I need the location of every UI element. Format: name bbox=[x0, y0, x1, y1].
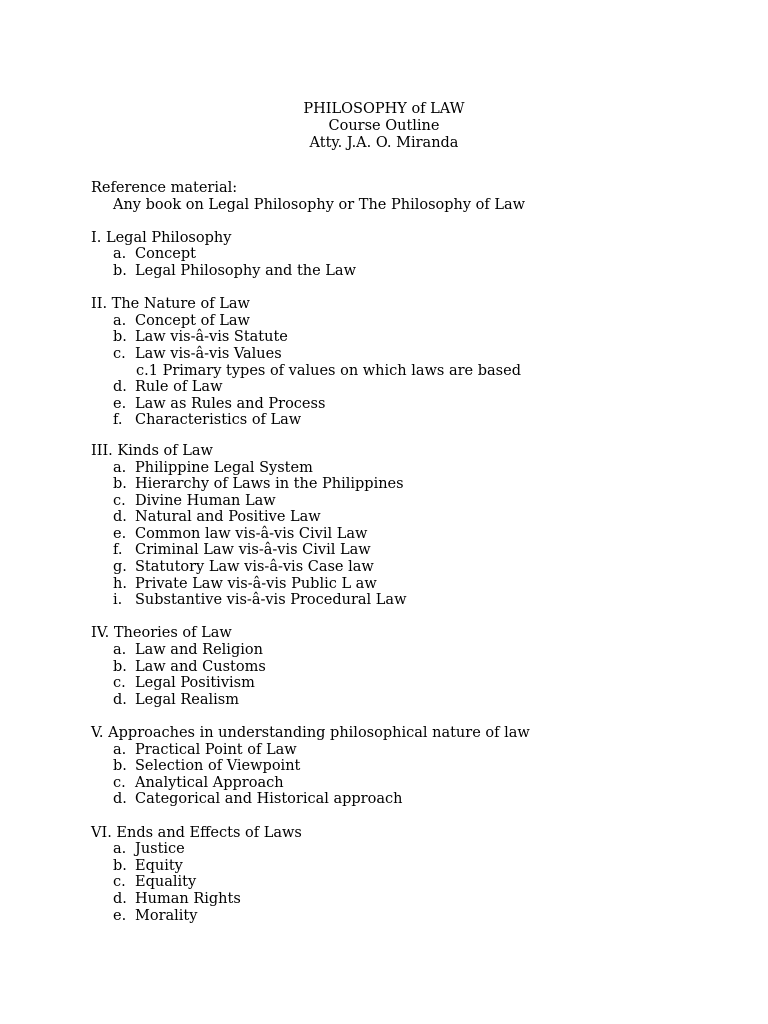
list-item bbox=[91, 476, 530, 493]
item-marker: f. bbox=[113, 542, 123, 559]
list-item bbox=[91, 313, 530, 330]
section-4 bbox=[91, 625, 530, 708]
list-item bbox=[91, 576, 530, 593]
item-text: Law as Rules and Process bbox=[135, 395, 326, 412]
item-text: Selection of Viewpoint bbox=[135, 758, 301, 775]
section-2 bbox=[91, 296, 530, 429]
list-item bbox=[91, 460, 530, 477]
item-marker: d. bbox=[113, 791, 127, 808]
item-text: Concept bbox=[135, 246, 196, 263]
item-text: Criminal Law vis-â-vis Civil Law bbox=[135, 542, 371, 559]
list-item bbox=[91, 412, 530, 429]
section-heading: II. The Nature of Law bbox=[91, 296, 250, 313]
item-text: Natural and Positive Law bbox=[135, 509, 321, 526]
spacer bbox=[91, 708, 530, 725]
list-item bbox=[91, 908, 530, 925]
item-marker: c. bbox=[113, 774, 126, 791]
list-item bbox=[91, 891, 530, 908]
reference-label: Reference material: bbox=[91, 180, 238, 196]
item-marker: b. bbox=[113, 329, 127, 346]
item-text: Rule of Law bbox=[135, 379, 223, 396]
section-6 bbox=[91, 825, 530, 925]
item-text: Legal Realism bbox=[135, 691, 239, 708]
item-marker: e. bbox=[113, 395, 127, 412]
item-marker: b. bbox=[113, 857, 127, 874]
item-text: Morality bbox=[135, 907, 198, 924]
list-item bbox=[91, 791, 530, 808]
list-item bbox=[91, 659, 530, 676]
item-marker: h. bbox=[113, 575, 127, 592]
item-text: Philippine Legal System bbox=[135, 459, 313, 476]
section-3 bbox=[91, 443, 530, 609]
list-item bbox=[91, 692, 530, 709]
item-text: Characteristics of Law bbox=[135, 412, 302, 429]
list-item bbox=[91, 742, 530, 759]
item-text: Common law vis-â-vis Civil Law bbox=[135, 525, 368, 542]
item-marker: d. bbox=[113, 691, 127, 708]
list-item bbox=[91, 396, 530, 413]
item-text: Analytical Approach bbox=[135, 774, 284, 791]
section-heading: I. Legal Philosophy bbox=[91, 229, 232, 246]
document-header bbox=[0, 101, 768, 152]
list-item bbox=[91, 758, 530, 775]
item-text: Private Law vis-â-vis Public L aw bbox=[135, 575, 377, 592]
section-heading: V. Approaches in understanding philosophical nature of law bbox=[91, 725, 530, 741]
item-marker: b. bbox=[113, 658, 127, 675]
item-marker: a. bbox=[113, 312, 127, 329]
item-text: Legal Philosophy and the Law bbox=[135, 262, 356, 279]
list-item bbox=[91, 263, 530, 280]
list-item bbox=[91, 858, 530, 875]
list-item bbox=[91, 493, 530, 510]
list-item bbox=[91, 526, 530, 543]
item-marker: i. bbox=[113, 592, 123, 609]
item-marker: a. bbox=[113, 246, 127, 263]
item-marker: a. bbox=[113, 741, 127, 758]
item-text: Practical Point of Law bbox=[135, 741, 297, 758]
document-title: PHILOSOPHY of LAW bbox=[303, 101, 465, 117]
list-item bbox=[91, 675, 530, 692]
list-item bbox=[91, 841, 530, 858]
section-heading: VI. Ends and Effects of Laws bbox=[91, 824, 302, 841]
item-marker: a. bbox=[113, 459, 127, 476]
item-text: Human Rights bbox=[135, 890, 241, 907]
item-text: Law vis-â-vis Values bbox=[135, 345, 282, 362]
list-item bbox=[91, 509, 530, 526]
item-marker: g. bbox=[113, 559, 127, 576]
item-marker: d. bbox=[113, 379, 127, 396]
spacer bbox=[91, 213, 530, 230]
item-text: Equality bbox=[135, 874, 197, 891]
list-item bbox=[91, 559, 530, 576]
item-marker: c. bbox=[113, 675, 126, 692]
item-text: Categorical and Historical approach bbox=[135, 791, 403, 808]
item-text: Hierarchy of Laws in the Philippines bbox=[135, 476, 404, 493]
list-item bbox=[91, 246, 530, 263]
section-5 bbox=[91, 725, 530, 808]
spacer bbox=[91, 429, 530, 443]
item-marker: d. bbox=[113, 890, 127, 907]
item-marker: a. bbox=[113, 642, 127, 659]
item-text: Justice bbox=[135, 841, 185, 858]
outline-body bbox=[91, 180, 530, 924]
spacer bbox=[91, 609, 530, 626]
list-item bbox=[91, 642, 530, 659]
document-subtitle: Course Outline bbox=[328, 118, 440, 134]
item-text: Law vis-â-vis Statute bbox=[135, 329, 288, 346]
list-item bbox=[91, 329, 530, 346]
spacer bbox=[91, 280, 530, 297]
item-text: Law and Religion bbox=[135, 642, 263, 659]
item-text: Law and Customs bbox=[135, 658, 266, 675]
item-text: Substantive vis-â-vis Procedural Law bbox=[135, 592, 407, 609]
item-marker: f. bbox=[113, 412, 123, 429]
item-marker: a. bbox=[113, 841, 127, 858]
list-item bbox=[91, 874, 530, 891]
item-marker: b. bbox=[113, 262, 127, 279]
item-marker: c. bbox=[113, 345, 126, 362]
section-heading: IV. Theories of Law bbox=[91, 625, 232, 642]
item-text: Equity bbox=[135, 857, 183, 874]
item-marker: c. bbox=[113, 874, 126, 891]
reference-block bbox=[91, 180, 530, 213]
item-marker: c. bbox=[113, 492, 126, 509]
item-text: Concept of Law bbox=[135, 312, 250, 329]
item-text: Divine Human Law bbox=[135, 492, 276, 509]
document-author: Atty. J.A. O. Miranda bbox=[309, 135, 459, 151]
item-text: Legal Positivism bbox=[135, 675, 255, 692]
list-item bbox=[91, 542, 530, 559]
sub-list-item: c.1 Primary types of values on which laws are based bbox=[136, 362, 521, 379]
item-marker: b. bbox=[113, 758, 127, 775]
item-text: Statutory Law vis-â-vis Case law bbox=[135, 559, 374, 576]
list-item bbox=[91, 592, 530, 609]
spacer bbox=[91, 808, 530, 825]
list-item bbox=[91, 346, 530, 363]
section-1 bbox=[91, 230, 530, 280]
list-item bbox=[91, 775, 530, 792]
list-item bbox=[91, 379, 530, 396]
item-marker: b. bbox=[113, 476, 127, 493]
section-heading: III. Kinds of Law bbox=[91, 442, 213, 459]
reference-text: Any book on Legal Philosophy or The Philosophy of Law bbox=[113, 196, 526, 213]
item-marker: e. bbox=[113, 525, 127, 542]
item-marker: d. bbox=[113, 509, 127, 526]
item-marker: e. bbox=[113, 907, 127, 924]
